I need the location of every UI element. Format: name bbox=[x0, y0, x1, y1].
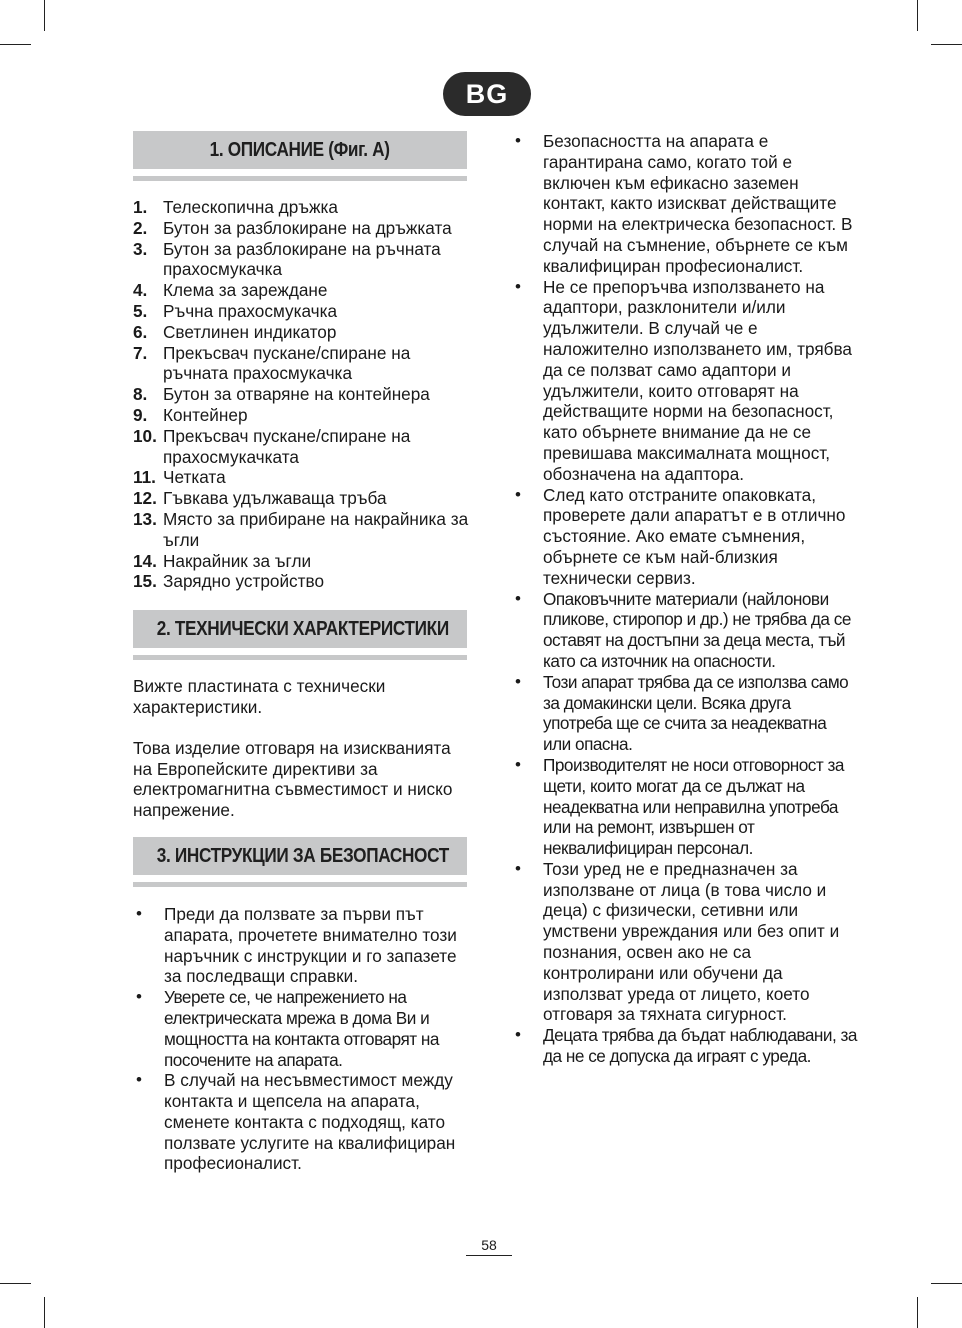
list-item bbox=[133, 322, 469, 343]
item-text: Бутон за отваряне на контейнера bbox=[163, 384, 430, 405]
item-text: Прекъсвач пускане/спиране на прахосмукачката bbox=[163, 425, 411, 467]
bullet-item: • Не се препоръчва използването на адаптори, разклонители и/или удължители. В случай че е наложително използването им, трябва да се ползват само адаптори и удължители, които отговарят на действащите норми на безопасност, като обърнете внимание да не се превишава максималната мощност, обозначена на адаптора. bbox=[512, 277, 857, 485]
list-item bbox=[133, 280, 469, 301]
technical-paragraph-1: Вижте пластината с технически характеристики. bbox=[133, 676, 386, 717]
section-rule bbox=[133, 176, 467, 181]
bullet-item: • Опаковъчните материали (найлонови пликове, стиропор и др.) не трябва да се оставят на достъпни за деца места, тъй като са източник на опасности. bbox=[512, 589, 857, 672]
section-heading-technical: 2. ТЕХНИЧЕСКИ ХАРАКТЕРИСТИКИ bbox=[133, 610, 467, 648]
item-text: Прекъсвач пускане/спиране на ръчната прахосмукачка bbox=[163, 342, 411, 384]
crop-mark bbox=[917, 0, 918, 31]
item-number: 7. bbox=[133, 342, 148, 363]
item-number: 6. bbox=[133, 321, 148, 342]
list-item bbox=[133, 426, 469, 468]
item-text: Клема за зареждане bbox=[163, 280, 328, 301]
crop-mark bbox=[44, 1297, 45, 1328]
section-heading-description: 1. ОПИСАНИЕ (Фиг. А) bbox=[133, 131, 467, 169]
item-text: Гъвкава удължаваща тръба bbox=[163, 488, 387, 509]
list-item bbox=[133, 218, 469, 239]
item-text: Бутон за разблокиране на дръжката bbox=[163, 217, 452, 238]
bullet-item: • Този апарат трябва да се използва само за домакински цели. Всяка друга употреба ще се счита за неадекватна или опасна. bbox=[512, 672, 857, 755]
list-item bbox=[133, 509, 469, 551]
item-number: 15. bbox=[133, 571, 157, 592]
page-number: 58 bbox=[481, 1237, 497, 1253]
item-number: 11. bbox=[133, 467, 156, 488]
item-number: 1. bbox=[133, 197, 148, 217]
item-number: 2. bbox=[133, 217, 148, 238]
item-text: Светлинен индикатор bbox=[163, 321, 337, 342]
section-rule bbox=[133, 655, 467, 660]
list-item bbox=[133, 301, 469, 322]
item-text: Четката bbox=[163, 467, 226, 488]
item-text: Контейнер bbox=[163, 404, 248, 425]
bullet-item: • Преди да ползвате за първи път апарата, прочетете внимателно този наръчник с инструкции и го запазете за последващи справки. bbox=[133, 904, 469, 987]
list-item bbox=[133, 551, 469, 572]
bullet-item: • Безопасността на апарата е гарантирана само, когато той е включен към ефикасно заземен контакт, както изискват действащите норми на електрическа безопасност. В случай на съмнение, обърнете се към квалифициран професионалист. bbox=[512, 131, 857, 277]
list-item bbox=[133, 405, 469, 426]
bullet-item: • В случай на несъвместимост между контакта и щепсела на апарата, сменете контакта с подходящ, като ползвате услугите на квалифициран професионалист. bbox=[133, 1070, 469, 1174]
page-number-rule bbox=[466, 1255, 512, 1256]
list-item bbox=[133, 571, 469, 592]
item-number: 12. bbox=[133, 488, 157, 509]
crop-mark bbox=[0, 44, 31, 45]
item-text: Ръчна прахосмукачка bbox=[163, 300, 338, 321]
item-number: 9. bbox=[133, 404, 148, 425]
list-item bbox=[133, 197, 469, 218]
item-text: Зарядно устройство bbox=[163, 571, 325, 592]
language-badge: BG bbox=[443, 72, 531, 116]
crop-mark bbox=[931, 44, 962, 45]
bullet-item: • Производителят не носи отговорност за щети, които могат да се дължат на неадекватна или неправилна употреба или на ремонт, извършен от неквалифициран персонал. bbox=[512, 755, 857, 859]
item-text: Накрайник за ъгли bbox=[163, 550, 312, 571]
bullet-item: • Уверете се, че напрежението на електрическата мрежа в дома Ви и мощността на контакта отговарят на посочените на апарата. bbox=[133, 987, 469, 1070]
crop-mark bbox=[44, 0, 45, 31]
list-item bbox=[133, 467, 469, 488]
item-text: Място за прибиране на накрайника за ъгли bbox=[163, 508, 469, 550]
item-number: 14. bbox=[133, 550, 157, 571]
crop-mark bbox=[917, 1297, 918, 1328]
section-rule bbox=[133, 882, 467, 887]
section-heading-safety: 3. ИНСТРУКЦИИ ЗА БЕЗОПАСНОСТ bbox=[133, 837, 467, 875]
item-text: Бутон за разблокиране на ръчната прахосмукачка bbox=[163, 238, 441, 280]
item-number: 3. bbox=[133, 238, 148, 259]
bullet-item: • Децата трябва да бъдат наблюдавани, за да не се допуска да играят с уреда. bbox=[512, 1025, 857, 1067]
safety-list-right bbox=[512, 131, 857, 1067]
crop-mark bbox=[931, 1283, 962, 1284]
item-number: 10. bbox=[133, 425, 157, 446]
left-column bbox=[133, 131, 469, 1174]
item-number: 13. bbox=[133, 508, 157, 529]
technical-paragraph-2: Това изделие отговаря на изискванията на Европейските директиви за електромагнитна съвместимост и ниско напрежение. bbox=[133, 737, 453, 821]
crop-mark bbox=[0, 1283, 31, 1284]
safety-list-left bbox=[133, 904, 469, 1174]
list-item bbox=[133, 488, 469, 509]
list-item bbox=[133, 239, 469, 281]
right-column bbox=[512, 131, 857, 1067]
item-text: Телескопична дръжка bbox=[163, 197, 338, 217]
parts-list bbox=[133, 197, 469, 592]
list-item bbox=[133, 384, 469, 405]
item-number: 8. bbox=[133, 384, 148, 405]
item-number: 4. bbox=[133, 280, 148, 301]
item-number: 5. bbox=[133, 300, 148, 321]
bullet-item: • Този уред не е предназначен за използване от лица (в това число и деца) с физически, сетивни или умствени увреждания или без опит и познания, освен ако не са контролирани или обучени да използват уреда от лицето, което отговаря за тяхната сигурност. bbox=[512, 859, 857, 1025]
bullet-item: • След като отстраните опаковката, проверете дали апаратът е в отлично състояние. Ако емате съмнения, обърнете се към най-близкия технически сервиз. bbox=[512, 485, 857, 589]
list-item bbox=[133, 343, 469, 385]
